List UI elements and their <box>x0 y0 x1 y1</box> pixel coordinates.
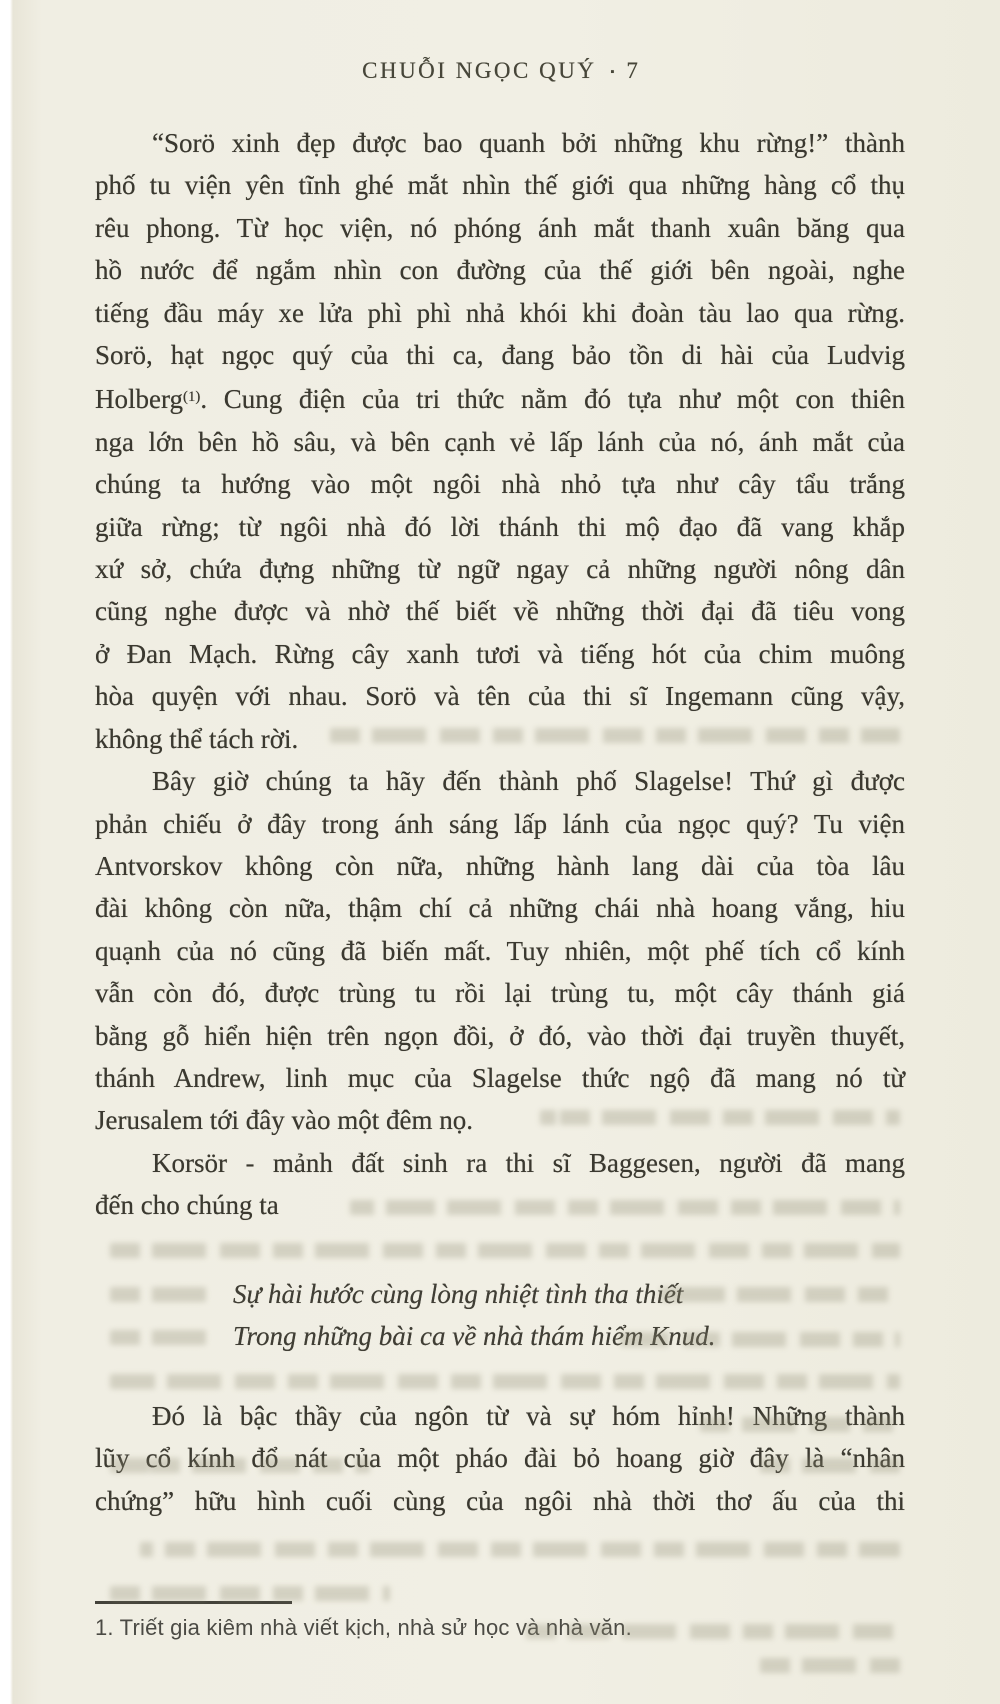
footnote-divider <box>95 1601 292 1604</box>
text-line: chúng ta hướng vào một ngôi nhà nhỏ tựa như cây tẩu trắng <box>95 469 905 500</box>
text-line: rêu phong. Từ học viện, nó phóng ánh mắt thanh xuân băng qua <box>95 212 905 243</box>
body-text <box>95 122 905 1227</box>
bleedthrough-ghost <box>140 1542 900 1557</box>
paragraph-1 <box>95 122 905 760</box>
text-line: Bây giờ chúng ta hãy đến thành phố Slagelse! Thứ gì được <box>152 766 905 797</box>
bleedthrough-ghost <box>110 1586 390 1601</box>
verse-quote <box>233 1273 715 1358</box>
text-line: tiếng đầu máy xe lửa phì phì nhả khói khi đoàn tàu lao qua rừng. <box>95 297 905 328</box>
text-line: ở Đan Mạch. Rừng cây xanh tươi và tiếng hót của chim muông <box>95 638 905 669</box>
page-number: 7 <box>626 58 638 83</box>
text-line: chứng” hữu hình cuối cùng của ngôi nhà thời thơ ấu của thi <box>95 1485 905 1516</box>
text-line: thánh Andrew, linh mục của Slagelse thức ngộ đã mang nó từ <box>95 1062 905 1093</box>
text-line: không thể tách rời. <box>95 723 299 754</box>
text-line: giữa rừng; từ ngôi nhà đó lời thánh thi mộ đạo đã vang khắp <box>95 511 905 542</box>
text-line: đài không còn nữa, thậm chí cả những chái nhà hoang vắng, hiu <box>95 893 905 924</box>
footnote: 1. Triết gia kiêm nhà viết kịch, nhà sử học và nhà văn. <box>95 1615 632 1640</box>
text-line: hồ nước để ngắm nhìn con đường của thế giới bên ngoài, nghe <box>95 255 905 286</box>
text-line: Jerusalem tới đây vào một đêm nọ. <box>95 1105 473 1136</box>
text-line: xứ sở, chứa đựng những từ ngữ ngay cả những người nông dân <box>95 554 905 585</box>
bleedthrough-ghost <box>110 1243 900 1258</box>
text-line: Antvorskov không còn nữa, những hành lang dài của tòa lâu <box>95 850 905 881</box>
text-line: Korsör - mảnh đất sinh ra thi sĩ Baggesen, người đã mang <box>152 1147 905 1178</box>
footnote-ref-marker: (1) <box>183 389 201 406</box>
running-header <box>0 58 1000 84</box>
bleedthrough-ghost <box>760 1658 900 1673</box>
bleedthrough-ghost <box>110 1287 210 1302</box>
text-line: hòa quyện với nhau. Sorö và tên của thi sĩ Ingemann cũng vậy, <box>95 681 905 712</box>
text-line: phố tu viện yên tĩnh ghé mắt nhìn thế giới qua những hàng cổ thụ <box>95 170 905 201</box>
closing-paragraph <box>95 1395 905 1522</box>
bleedthrough-ghost <box>110 1330 220 1345</box>
text-line: Sorö, hạt ngọc quý của thi ca, đang bảo tồn di hài của Ludvig <box>95 340 905 371</box>
bleedthrough-ghost <box>110 1374 900 1389</box>
text-line: quạnh của nó cũng đã biến mất. Tuy nhiên, một phế tích cổ kính <box>95 935 905 966</box>
text-line: Trong những bài ca về nhà thám hiểm Knud. <box>233 1321 716 1352</box>
text-line: vẫn còn đó, được trùng tu rồi lại trùng tu, một cây thánh giá <box>95 978 905 1009</box>
text-line: Sự hài hước cùng lòng nhiệt tình tha thiết <box>233 1279 684 1309</box>
paragraph-3 <box>95 1142 905 1227</box>
text-line: lũy cổ kính đổ nát của một pháo đài bỏ hoang giờ đây là “nhân <box>95 1443 905 1474</box>
text-line: phản chiếu ở đây trong ánh sáng lấp lánh của ngọc quý? Tu viện <box>95 808 905 839</box>
paragraph-2 <box>95 760 905 1142</box>
text-line: Holberg$^{(1)}$. Cung điện của tri thức nằm đó tựa như một con thiên <box>95 384 905 415</box>
text-line: cũng nghe được và nhờ thế biết về những thời đại đã tiêu vong <box>95 596 905 627</box>
bullet-separator-icon: ▪ <box>610 66 615 78</box>
text-line: Đó là bậc thầy của ngôn từ và sự hóm hỉnh! Những thành <box>152 1401 905 1431</box>
text-line: bằng gỗ hiển hiện trên ngọn đồi, ở đó, vào thời đại truyền thuyết, <box>95 1020 905 1051</box>
book-title: CHUỖI NGỌC QUÝ <box>362 58 597 83</box>
text-line: “Sorö xinh đẹp được bao quanh bởi những khu rừng!” thành <box>152 128 905 158</box>
text-line: nga lớn bên hồ sâu, và bên cạnh vẻ lấp lánh của nó, ánh mắt của <box>95 426 905 457</box>
text-line: đến cho chúng ta <box>95 1190 279 1221</box>
